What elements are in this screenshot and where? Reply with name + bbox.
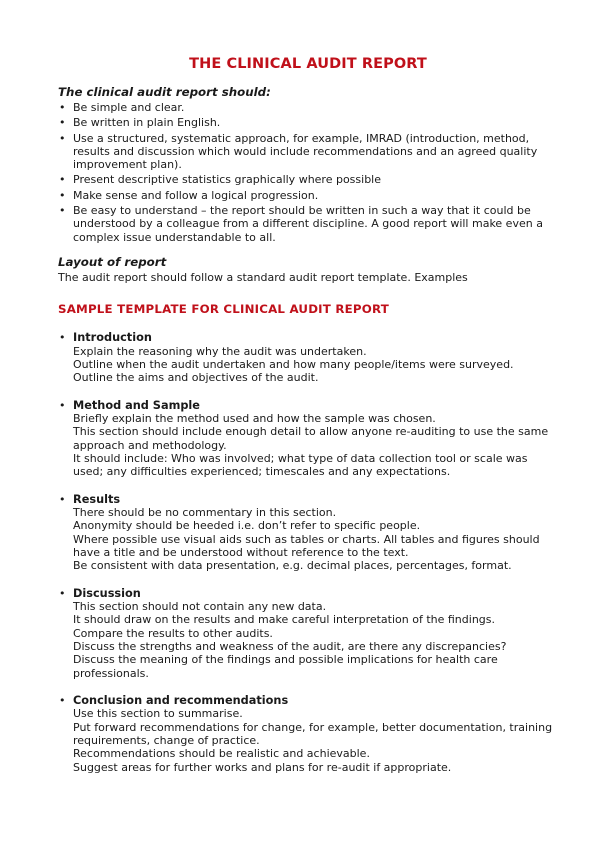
document-title: THE CLINICAL AUDIT REPORT <box>189 56 427 72</box>
section-line: Explain the reasoning why the audit was undertaken. <box>73 344 367 358</box>
section-line: Where possible use visual aids such as tables or charts. All tables and figures should have a title and be understood without reference to the text. <box>73 532 540 560</box>
list-item: • Be simple and clear. <box>58 101 558 114</box>
section-line: Recommendations should be realistic and achievable. <box>73 747 370 761</box>
section-line: Anonymity should be heeded i.e. don’t refer to specific people. <box>73 519 421 533</box>
template-sections <box>58 331 558 774</box>
list-item: • Be written in plain English. <box>58 116 558 129</box>
should-heading: The clinical audit report should: <box>58 85 271 99</box>
section-title: • Results <box>73 492 121 506</box>
section-line: Compare the results to other audits. <box>73 626 273 640</box>
section-line: This section should not contain any new data. <box>73 600 327 614</box>
list-item: • Use a structured, systematic approach, for example, IMRAD (introduction, method, results and discussion which would include recommendations and an agreed quality improvement plan). <box>58 132 558 172</box>
section-line: This section should include enough detail to allow anyone re-auditing to use the same approach and methodology. <box>73 425 549 452</box>
section-line: Outline the aims and objectives of the audit. <box>73 371 319 385</box>
section-line: Put forward recommendations for change, for example, better documentation, training requirements, change of practice. <box>73 720 553 747</box>
section-line: It should draw on the results and make careful interpretation of the findings. <box>73 613 496 627</box>
section-title: • Discussion <box>73 586 141 600</box>
template-heading: SAMPLE TEMPLATE FOR CLINICAL AUDIT REPORT <box>58 302 389 317</box>
section-results <box>58 493 558 573</box>
section-introduction <box>58 331 558 384</box>
section-discussion <box>58 587 558 680</box>
section-line: Briefly explain the method used and how the sample was chosen. <box>73 412 436 426</box>
section-line: Discuss the meaning of the findings and possible implications for health care professionals. <box>73 653 498 680</box>
section-line: Outline when the audit undertaken and how many people/items were surveyed. <box>73 358 514 372</box>
layout-heading: Layout of report <box>58 254 167 269</box>
section-conclusion <box>58 694 558 774</box>
section-line: Discuss the strengths and weakness of the audit, are there any discrepancies? <box>73 640 507 654</box>
document-page <box>58 56 558 788</box>
section-title: • Conclusion and recommendations <box>73 693 289 707</box>
section-method-and-sample <box>58 399 558 479</box>
list-item: • Present descriptive statistics graphically where possible <box>58 173 558 186</box>
section-line: There should be no commentary in this section. <box>73 506 337 520</box>
section-title: • Method and Sample <box>73 398 200 412</box>
section-line: Use this section to summarise. <box>73 707 243 721</box>
list-item: • Be easy to understand – the report should be written in such a way that it could be understood by a colleague from a different discipline. A good report will make even a complex issue understandable to all. <box>58 204 558 244</box>
section-line: It should include: Who was involved; what type of data collection tool or scale was used; any difficulties experienced; timescales and any expectations. <box>73 452 528 479</box>
section-line: Be consistent with data presentation, e.g. decimal places, percentages, format. <box>73 559 512 573</box>
section-line: Suggest areas for further works and plans for re-audit if appropriate. <box>73 760 452 774</box>
section-title: • Introduction <box>73 331 152 345</box>
layout-text: The audit report should follow a standard audit report template. Examples <box>58 270 468 284</box>
list-item: • Make sense and follow a logical progression. <box>58 189 558 202</box>
should-list <box>58 101 558 244</box>
